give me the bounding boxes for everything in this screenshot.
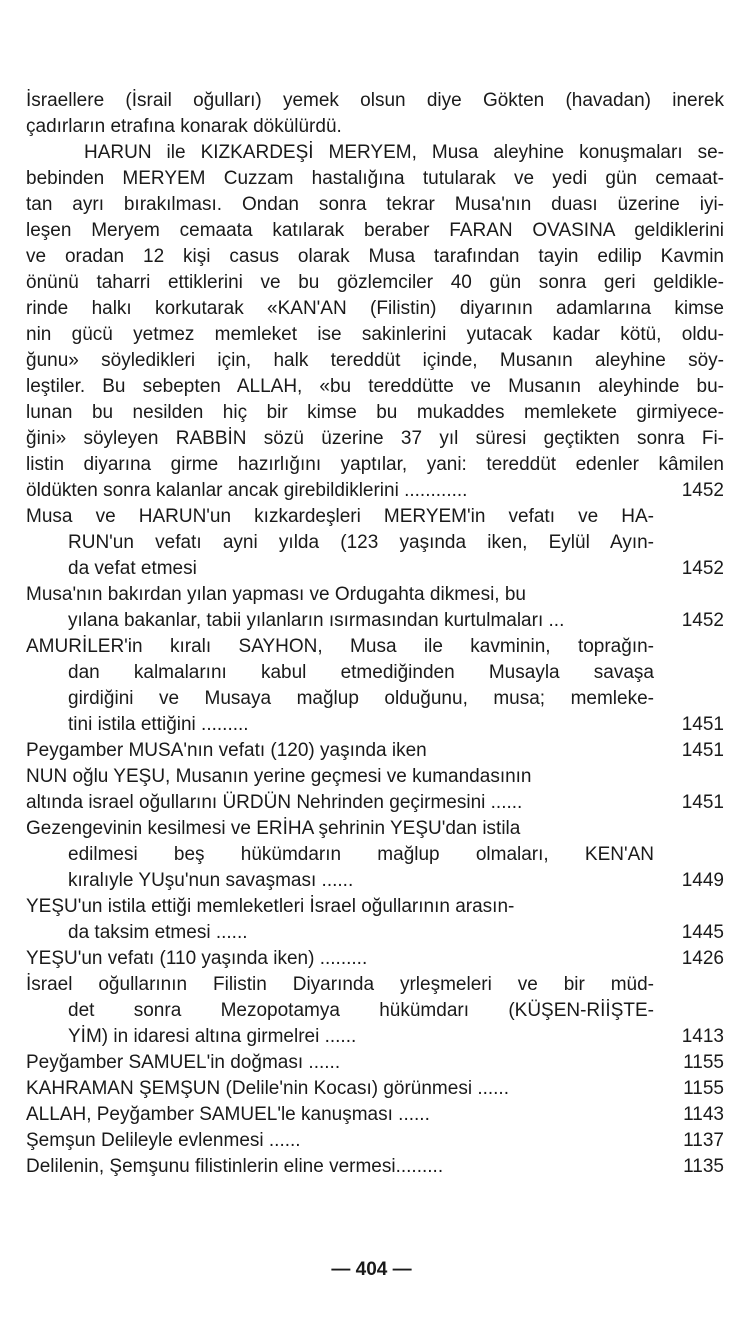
index-entry (26, 634, 724, 738)
text-line: da vefat etmesi (68, 558, 197, 579)
year-number: 1449 (681, 870, 724, 891)
text-line: Musa ve HARUN'un kızkardeşleri MERYEM'in vefatı ve HA- (26, 506, 654, 527)
year-number: 1451 (681, 792, 724, 813)
year-number: 1451 (681, 740, 724, 761)
text-line: kıralıyle YUşu'nun savaşması ...... (68, 870, 354, 891)
index-entry (26, 1102, 724, 1128)
index-entry (26, 738, 724, 764)
year-number: 1135 (683, 1156, 724, 1177)
text-line: leşen Meryem cemaata katılarak beraber FARAN OVASINA geldiklerini (26, 220, 724, 241)
text-line: dan kalmalarını kabul etmediğinden Musayla savaşa (68, 662, 654, 683)
index-entry (26, 1050, 724, 1076)
text-line: çadırların etrafına konarak dökülürdü. (26, 116, 342, 137)
text-line: da taksim etmesi ...... (68, 922, 248, 943)
text-line: Musa'nın bakırdan yılan yapması ve Ordugahta dikmesi, bu (26, 584, 527, 605)
text-line: Şemşun Delileyle evlenmesi ...... (26, 1130, 301, 1151)
text-line: leştiler. Bu sebepten ALLAH, «bu tereddütte ve Musanın aleyhinde bu- (26, 376, 724, 397)
text-line: İsraellere (İsrail oğulları) yemek olsun diye Gökten (havadan) inerek (26, 90, 724, 111)
year-number: 1452 (681, 480, 724, 501)
text-line: Delilenin, Şemşunu filistinlerin eline vermesi......... (26, 1156, 444, 1177)
intro-paragraph (26, 88, 724, 140)
year-number: 1445 (681, 922, 724, 943)
text-line: ğini» söyleyen RABBİN sözü üzerine 37 yıl süresi geçtikten sonra Fi- (26, 428, 724, 449)
index-entry (26, 504, 724, 582)
index-entry (26, 972, 724, 1050)
paragraph-entry (26, 140, 724, 504)
text-line: YEŞU'un vefatı (110 yaşında iken) ......... (26, 948, 368, 969)
text-line: Gezengevinin kesilmesi ve ERİHA şehrinin YEŞU'dan istila (26, 818, 521, 839)
page-number: — 404 — (331, 1259, 412, 1280)
text-line: önünü taharri ettiklerini ve bu gözlemciler 40 gün sonra geri geldikle- (26, 272, 724, 293)
text-line: tini istila ettiğini ......... (68, 714, 249, 735)
text-line: RUN'un vefatı ayni yılda (123 yaşında iken, Eylül Ayın- (68, 532, 654, 553)
text-line: YEŞU'un istila ettiği memleketleri İsrael oğullarının arasın- (26, 896, 515, 917)
text-line: det sonra Mezopotamya hükümdarı (KÜŞEN-RİİŞTE- (68, 1000, 654, 1021)
year-number: 1137 (683, 1130, 724, 1151)
text-line: ALLAH, Peyğamber SAMUEL'le kanuşması ...... (26, 1104, 430, 1125)
text-line: NUN oğlu YEŞU, Musanın yerine geçmesi ve kumandasının (26, 766, 532, 787)
text-line: ğunu» söyledikleri için, halk tereddüt içinde, Musanın aleyhine söy- (26, 350, 724, 371)
index-entry (26, 816, 724, 894)
page-body (26, 88, 724, 1180)
text-line: tan ayrı bırakılması. Ondan sonra tekrar Musa'nın duası üzerine iyi- (26, 194, 724, 215)
text-line: Peyğamber SAMUEL'in doğması ...... (26, 1052, 341, 1073)
year-number: 1426 (681, 948, 724, 969)
year-number: 1452 (681, 558, 724, 579)
text-line: edilmesi beş hükümdarın mağlup olmaları, KEN'AN (68, 844, 654, 865)
text-line: ve oradan 12 kişi casus olarak Musa tarafından tayin edilip Kavmin (26, 246, 724, 267)
text-line: nin gücü yetmez memleket ise sakinlerini yutacak kadar kötü, oldu- (26, 324, 724, 345)
text-line: HARUN ile KIZKARDEŞİ MERYEM, Musa aleyhine konuşmaları se- (84, 142, 724, 163)
year-number: 1143 (683, 1104, 724, 1125)
index-entry (26, 764, 724, 816)
text-line: KAHRAMAN ŞEMŞUN (Delile'nin Kocası) görünmesi ...... (26, 1078, 509, 1099)
text-line: yılana bakanlar, tabii yılanların ısırmasından kurtulmaları ... (68, 610, 565, 631)
text-line: rinde halkı korkutarak «KAN'AN (Filistin) diyarının adamlarına kimse (26, 298, 724, 319)
index-entry (26, 1128, 724, 1154)
year-number: 1452 (681, 610, 724, 631)
text-line: listin diyarına girme hazırlığını yaptılar, yani: tereddüt edenler kâmilen (26, 454, 724, 475)
year-number: 1155 (683, 1078, 724, 1099)
text-line: altında israel oğullarını ÜRDÜN Nehrinden geçirmesini ...... (26, 792, 523, 813)
text-line: öldükten sonra kalanlar ancak girebildiklerini ............ (26, 480, 468, 501)
year-number: 1413 (681, 1026, 724, 1047)
text-line: İsrael oğullarının Filistin Diyarında yrleşmeleri ve bir müd- (26, 974, 654, 995)
index-entry (26, 1154, 724, 1180)
text-line: lunan bu nesilden hiç bir kimse bu mukaddes memlekete girmiyece- (26, 402, 724, 423)
text-line: girdiğini ve Musaya mağlup olduğunu, musa; memleke- (68, 688, 654, 709)
text-line: YİM) in idaresi altına girmelrei ...... (68, 1026, 357, 1047)
year-number: 1451 (681, 714, 724, 735)
index-entry (26, 582, 724, 634)
index-entry (26, 946, 724, 972)
year-number: 1155 (683, 1052, 724, 1073)
text-line: Peygamber MUSA'nın vefatı (120) yaşında iken (26, 740, 427, 761)
index-entry (26, 894, 724, 946)
text-line: AMURİLER'in kıralı SAYHON, Musa ile kavminin, toprağın- (26, 636, 654, 657)
index-entry (26, 1076, 724, 1102)
text-line: bebinden MERYEM Cuzzam hastalığına tutularak ve yedi gün cemaat- (26, 168, 724, 189)
